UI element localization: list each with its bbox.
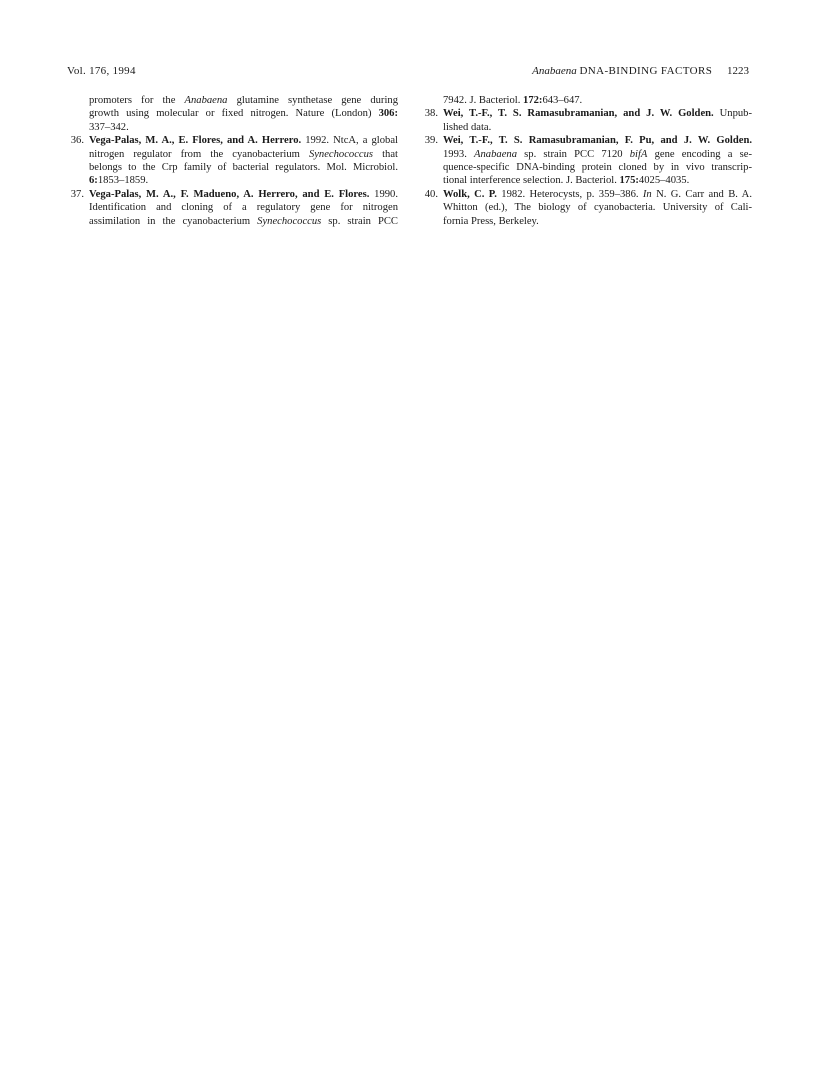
volume-label: Vol. 176, 1994 bbox=[67, 65, 136, 77]
right-column bbox=[422, 94, 752, 228]
reference-36: 36. Vega-Palas, M. A., E. Flores, and A. Herrero. 1992. NtcA, a global nitrogen regulator from the cyanobacterium Synechococcus that belongs to the Crp family of bacterial regulators. Mol. Microbiol. 6:1853–1859. bbox=[68, 134, 398, 188]
reference-number: 38. bbox=[424, 108, 438, 120]
running-header bbox=[67, 63, 749, 79]
reference-40: 40. Wolk, C. P. 1982. Heterocysts, p. 359–386. In N. G. Carr and B. A. Whitton (ed.), The biology of cyanobacteria. University of Cali- fornia Press, Berkeley. bbox=[422, 188, 752, 228]
running-title-italic: Anabaena bbox=[532, 65, 577, 77]
reference-authors: Wolk, C. P. bbox=[443, 188, 497, 200]
reference-continuation-35: promoters for the Anabaena glutamine synthetase gene during growth using molecular or fixed nitrogen. Nature (London) 306: 337–342. bbox=[89, 95, 398, 133]
running-title bbox=[532, 63, 749, 79]
reference-number: 40. bbox=[424, 188, 438, 200]
reference-number: 37. bbox=[70, 188, 84, 200]
reference-authors: Vega-Palas, M. A., E. Flores, and A. Herrero. bbox=[89, 135, 302, 147]
page-number: 1223 bbox=[727, 65, 749, 77]
reference-number: 36. bbox=[70, 135, 84, 147]
running-title-rest: DNA-BINDING FACTORS bbox=[579, 65, 713, 77]
reference-number: 39. bbox=[424, 135, 438, 147]
reference-continuation-37: 7942. J. Bacteriol. 172:643–647. bbox=[443, 95, 583, 106]
left-column bbox=[68, 94, 398, 228]
reference-39: 39. Wei, T.-F., T. S. Ramasubramanian, F. Pu, and J. W. Golden. 1993. Anabaena sp. strain PCC 7120 bifA gene encoding a se- quence-specific DNA-binding protein cloned by in vivo transcrip- tional interference selection. J. Bacteriol. 175:4025–4035. bbox=[422, 134, 752, 188]
reference-37: 37. Vega-Palas, M. A., F. Madueno, A. Herrero, and E. Flores. 1990. Identification and cloning of a regulatory gene for nitrogen assimilation in the cyanobacterium Synechococcus sp. strain PCC bbox=[68, 188, 398, 228]
reference-38: 38. Wei, T.-F., T. S. Ramasubramanian, and J. W. Golden. Unpub- lished data. bbox=[422, 107, 752, 134]
reference-authors: Vega-Palas, M. A., F. Madueno, A. Herrero, and E. Flores. bbox=[89, 188, 370, 200]
reference-authors: Wei, T.-F., T. S. Ramasubramanian, F. Pu, and J. W. Golden. bbox=[443, 135, 752, 147]
reference-authors: Wei, T.-F., T. S. Ramasubramanian, and J. W. Golden. bbox=[443, 108, 714, 120]
